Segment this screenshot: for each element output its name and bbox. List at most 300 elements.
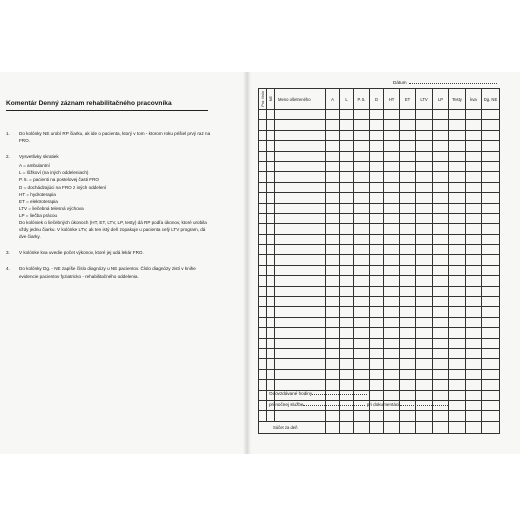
- table-cell: [326, 245, 340, 255]
- table-cell: [354, 421, 370, 433]
- table-cell: [275, 203, 326, 213]
- table-cell: [466, 110, 482, 120]
- table-cell: [433, 286, 449, 296]
- table-cell: [433, 172, 449, 182]
- table-cell: [340, 317, 354, 327]
- table-cell: [433, 338, 449, 348]
- table-cell: [384, 307, 400, 317]
- table-cell: [482, 348, 500, 358]
- table-cell: [400, 151, 416, 161]
- table-cell: [384, 317, 400, 327]
- table-cell: [482, 297, 500, 307]
- table-cell: [370, 255, 384, 265]
- table-cell: [259, 400, 267, 410]
- table-cell: [326, 255, 340, 265]
- handover-section: [269, 388, 448, 410]
- table-cell: [449, 421, 466, 433]
- table-cell: [275, 161, 326, 171]
- table-cell: [449, 161, 466, 171]
- table-cell: [482, 265, 500, 275]
- table-cell: [416, 234, 433, 244]
- table-cell: [326, 421, 340, 433]
- table-cell: [449, 141, 466, 151]
- table-cell: [340, 245, 354, 255]
- table-cell: [433, 193, 449, 203]
- table-cell: [482, 411, 500, 421]
- handover-label: Odovzdávané hodiny: [269, 391, 313, 396]
- table-cell: [275, 276, 326, 286]
- table-cell: [449, 234, 466, 244]
- table-cell: [449, 390, 466, 400]
- table-cell: [275, 182, 326, 192]
- table-cell: [400, 172, 416, 182]
- table-cell: [275, 286, 326, 296]
- table-cell: [326, 286, 340, 296]
- table-cell: [400, 110, 416, 120]
- table-cell: [400, 224, 416, 234]
- table-cell: [340, 348, 354, 358]
- table-row: [259, 193, 500, 203]
- table-cell: [400, 297, 416, 307]
- table-row: [259, 172, 500, 182]
- table-cell: [354, 120, 370, 130]
- table-cell: [326, 276, 340, 286]
- table-cell: [466, 193, 482, 203]
- table-cell: [340, 369, 354, 379]
- table-cell: [267, 411, 275, 421]
- abbreviation-ltv: LTV = liečebná telesná výchova: [19, 205, 84, 211]
- table-cell: [384, 411, 400, 421]
- column-header-lp: LP: [433, 89, 449, 110]
- table-cell: [340, 182, 354, 192]
- table-cell: [416, 141, 433, 151]
- table-cell: [259, 193, 267, 203]
- table-cell: [275, 213, 326, 223]
- table-cell: [433, 120, 449, 130]
- table-cell: [267, 182, 275, 192]
- page-fold: [243, 72, 251, 454]
- table-cell: [267, 141, 275, 151]
- table-cell: [384, 120, 400, 130]
- table-cell: [416, 130, 433, 140]
- table-cell: [449, 338, 466, 348]
- table-cell: [275, 120, 326, 130]
- table-cell: [466, 400, 482, 410]
- table-cell: [370, 359, 384, 369]
- table-cell: [384, 369, 400, 379]
- table-cell: [354, 224, 370, 234]
- table-cell: [275, 151, 326, 161]
- table-cell: [400, 141, 416, 151]
- table-cell: [354, 265, 370, 275]
- table-cell: [466, 161, 482, 171]
- table-row: [259, 359, 500, 369]
- date-line: [409, 79, 497, 84]
- table-cell: [482, 110, 500, 120]
- table-cell: [416, 338, 433, 348]
- table-cell: [400, 348, 416, 358]
- table-cell: [340, 213, 354, 223]
- column-header-dg-ne: Dg. NE: [482, 89, 500, 110]
- table-cell: [354, 182, 370, 192]
- date-field: [393, 79, 497, 85]
- table-cell: [466, 380, 482, 390]
- table-cell: [449, 193, 466, 203]
- table-cell: [275, 255, 326, 265]
- table-cell: [267, 213, 275, 223]
- table-cell: [449, 265, 466, 275]
- table-cell: [326, 297, 340, 307]
- table-cell: [466, 265, 482, 275]
- table-cell: [466, 348, 482, 358]
- table-cell: [275, 297, 326, 307]
- table-cell: [267, 203, 275, 213]
- table-cell: [433, 307, 449, 317]
- table-cell: [416, 317, 433, 327]
- table-cell: [259, 110, 267, 120]
- table-cell: [416, 359, 433, 369]
- table-cell: [354, 213, 370, 223]
- table-cell: [275, 193, 326, 203]
- table-cell: [326, 110, 340, 120]
- table-cell: [340, 203, 354, 213]
- table-cell: [384, 234, 400, 244]
- table-cell: [400, 307, 416, 317]
- table-cell: [259, 317, 267, 327]
- table-row: [259, 411, 500, 421]
- column-header-testy: Testy: [449, 89, 466, 110]
- table-cell: [340, 120, 354, 130]
- comment-item-1: [6, 130, 211, 144]
- abbreviation-list: [19, 162, 211, 219]
- table-cell: [433, 276, 449, 286]
- table-cell: [326, 411, 340, 421]
- table-cell: [466, 411, 482, 421]
- table-cell: [400, 421, 416, 433]
- table-cell: [466, 224, 482, 234]
- table-cell: [466, 245, 482, 255]
- table-cell: [340, 224, 354, 234]
- table-cell: [449, 151, 466, 161]
- table-cell: [326, 224, 340, 234]
- table-cell: [416, 369, 433, 379]
- table-cell: [466, 338, 482, 348]
- table-cell: [400, 213, 416, 223]
- table-cell: [370, 120, 384, 130]
- table-cell: [340, 328, 354, 338]
- table-row: [259, 141, 500, 151]
- table-cell: [433, 369, 449, 379]
- table-cell: [354, 286, 370, 296]
- table-cell: [400, 203, 416, 213]
- table-cell: [433, 265, 449, 275]
- table-cell: [267, 255, 275, 265]
- table-cell: [326, 359, 340, 369]
- table-cell: [384, 224, 400, 234]
- table-cell: [340, 193, 354, 203]
- table-cell: [340, 338, 354, 348]
- table-cell: [384, 203, 400, 213]
- table-cell: [449, 317, 466, 327]
- table-cell: [449, 369, 466, 379]
- table-cell: [326, 182, 340, 192]
- table-cell: [267, 276, 275, 286]
- table-cell: [482, 172, 500, 182]
- table-cell: [400, 120, 416, 130]
- table-row: [259, 348, 500, 358]
- table-cell: [449, 297, 466, 307]
- table-cell: [267, 307, 275, 317]
- table-cell: [326, 348, 340, 358]
- table-cell: [449, 130, 466, 140]
- table-cell: [416, 120, 433, 130]
- table-cell: [370, 234, 384, 244]
- table-cell: [354, 338, 370, 348]
- abbreviation-ht: HT = hydroterapia: [19, 191, 56, 197]
- table-cell: [354, 234, 370, 244]
- table-cell: [482, 400, 500, 410]
- table-cell: [384, 245, 400, 255]
- table-cell: [275, 265, 326, 275]
- table-cell: [275, 224, 326, 234]
- table-cell: [326, 203, 340, 213]
- column-header-et: ET: [400, 89, 416, 110]
- table-cell: [354, 411, 370, 421]
- table-cell: [416, 161, 433, 171]
- table-cell: [354, 193, 370, 203]
- table-cell: [370, 224, 384, 234]
- table-cell: [326, 120, 340, 130]
- table-cell: [340, 141, 354, 151]
- table-cell: [416, 193, 433, 203]
- table-cell: [340, 151, 354, 161]
- table-row: [259, 110, 500, 120]
- table-cell: [466, 172, 482, 182]
- table-cell: [370, 161, 384, 171]
- table-cell: [384, 328, 400, 338]
- table-cell: [267, 151, 275, 161]
- table-cell: [449, 120, 466, 130]
- table-cell: [466, 141, 482, 151]
- table-cell: [354, 297, 370, 307]
- table-cell: [400, 161, 416, 171]
- table-cell: [354, 359, 370, 369]
- table-cell: [354, 161, 370, 171]
- table-cell: [370, 182, 384, 192]
- table-cell: [259, 328, 267, 338]
- table-cell: [259, 120, 267, 130]
- table-cell: [259, 141, 267, 151]
- table-cell: [275, 141, 326, 151]
- table-row: [259, 151, 500, 161]
- table-cell: [400, 286, 416, 296]
- table-row: [259, 120, 500, 130]
- table-cell: [433, 130, 449, 140]
- table-cell: [370, 203, 384, 213]
- table-cell: [433, 245, 449, 255]
- right-page: [251, 72, 520, 454]
- table-cell: [482, 390, 500, 400]
- table-cell: [482, 328, 500, 338]
- table-cell: [400, 182, 416, 192]
- table-cell: [449, 182, 466, 192]
- table-row: [259, 369, 500, 379]
- table-row: [259, 286, 500, 296]
- table-cell: [449, 276, 466, 286]
- table-cell: [449, 110, 466, 120]
- table-cell: [354, 245, 370, 255]
- table-cell: [466, 213, 482, 223]
- table-cell: [354, 328, 370, 338]
- table-cell: [384, 286, 400, 296]
- table-cell: [384, 359, 400, 369]
- table-cell: [482, 203, 500, 213]
- table-cell: [267, 338, 275, 348]
- item-text: V kolónke kva uvedie počet výkonov, ktoré jej udá lekár FRO.: [19, 250, 144, 256]
- table-cell: [400, 328, 416, 338]
- table-cell: [326, 369, 340, 379]
- date-label: Dátum: [393, 80, 407, 85]
- table-cell: [466, 182, 482, 192]
- table-cell: [449, 255, 466, 265]
- table-cell: [384, 265, 400, 275]
- table-cell: [340, 110, 354, 120]
- table-cell: [340, 130, 354, 140]
- table-cell: [433, 224, 449, 234]
- table-cell: [449, 411, 466, 421]
- table-cell: [259, 276, 267, 286]
- table-cell: [449, 348, 466, 358]
- table-cell: [267, 120, 275, 130]
- table-cell: [354, 255, 370, 265]
- table-cell: [259, 161, 267, 171]
- table-cell: [433, 411, 449, 421]
- table-cell: [384, 141, 400, 151]
- column-header-ltv: LTV: [416, 89, 433, 110]
- table-cell: [433, 359, 449, 369]
- column-header-p5: P. 5.: [354, 89, 370, 110]
- left-page: [0, 72, 243, 454]
- table-cell: [354, 110, 370, 120]
- comment-item-4: [6, 265, 211, 279]
- night-shift-label: pri nočnej službe: [269, 402, 304, 407]
- abbreviation-et: ET = elektroterapia: [19, 198, 58, 204]
- table-cell: [354, 151, 370, 161]
- table-cell: [384, 213, 400, 223]
- table-cell: [482, 141, 500, 151]
- table-cell: [466, 421, 482, 433]
- table-row: [259, 161, 500, 171]
- abbreviation-p5: P. 5. = pacienti na postelovej časti FRO: [19, 177, 99, 183]
- table-cell: [433, 161, 449, 171]
- table-cell: [466, 234, 482, 244]
- table-cell: [267, 369, 275, 379]
- table-cell: [400, 411, 416, 421]
- table-cell: [482, 338, 500, 348]
- table-cell: [267, 348, 275, 358]
- table-cell: [370, 193, 384, 203]
- table-cell: [416, 182, 433, 192]
- table-cell: [275, 234, 326, 244]
- table-row: [259, 130, 500, 140]
- table-cell: [449, 245, 466, 255]
- table-cell: [384, 130, 400, 140]
- table-cell: [354, 203, 370, 213]
- table-cell: [466, 297, 482, 307]
- table-cell: [433, 151, 449, 161]
- table-row: [259, 317, 500, 327]
- table-cell: [340, 307, 354, 317]
- table-cell: [433, 297, 449, 307]
- table-cell: [433, 328, 449, 338]
- column-header-d: D: [370, 89, 384, 110]
- item-heading: Vysvetlivky skratiek: [19, 154, 59, 160]
- table-cell: [384, 255, 400, 265]
- table-cell: [466, 151, 482, 161]
- table-cell: [340, 265, 354, 275]
- table-cell: [370, 317, 384, 327]
- table-cell: [416, 255, 433, 265]
- table-cell: [267, 245, 275, 255]
- table-cell: [416, 286, 433, 296]
- table-cell: [267, 110, 275, 120]
- table-cell: [275, 411, 326, 421]
- table-cell: [267, 286, 275, 296]
- table-cell: [482, 130, 500, 140]
- item-number: 2.: [6, 154, 10, 160]
- table-cell: [482, 359, 500, 369]
- table-cell: [370, 369, 384, 379]
- table-cell: [400, 317, 416, 327]
- table-cell: [400, 193, 416, 203]
- table-cell: [354, 172, 370, 182]
- column-header-l: L: [340, 89, 354, 110]
- table-row: [259, 255, 500, 265]
- item-number: 3.: [6, 250, 10, 256]
- table-cell: [275, 328, 326, 338]
- table-cell: [370, 286, 384, 296]
- table-cell: [433, 317, 449, 327]
- table-cell: [449, 172, 466, 182]
- item-note: Do kolóniek o liečebných úkonoch (HT, ET, LTV, LP, testy) dá RP podľa úkonov, ktoré urobila vždy jednu čiarku. V kolónke LTV, ak ten istý deň zopakuje u pacienta celý LTV program, dá dve čiarky.: [19, 220, 207, 240]
- column-header-meno: Meno ošetreného: [275, 89, 326, 110]
- table-cell: [466, 317, 482, 327]
- table-cell: [384, 297, 400, 307]
- night-shift-line: [303, 401, 365, 406]
- table-cell: [326, 141, 340, 151]
- table-cell: [449, 400, 466, 410]
- table-cell: [416, 411, 433, 421]
- table-cell: [482, 193, 500, 203]
- table-cell: [275, 317, 326, 327]
- table-cell: [326, 317, 340, 327]
- documentation-label: pri dokumentácii: [366, 402, 401, 407]
- table-cell: [326, 307, 340, 317]
- table-cell: [466, 130, 482, 140]
- table-cell: [482, 224, 500, 234]
- item-text: Do kolónky Dg. - NE zapíše číslo diagnózy u NE pacientov. Číslo diagnózy zistí v knihe evidencie pacientov fyziatricko - rehabilitačného oddelenia.: [19, 266, 196, 279]
- table-cell: [433, 141, 449, 151]
- table-cell: [267, 359, 275, 369]
- table-cell: [400, 265, 416, 275]
- table-cell: [275, 369, 326, 379]
- documentation-line: [400, 401, 448, 406]
- table-row: [259, 182, 500, 192]
- table-cell: [259, 286, 267, 296]
- table-row: [259, 297, 500, 307]
- table-cell: [340, 172, 354, 182]
- table-cell: [482, 234, 500, 244]
